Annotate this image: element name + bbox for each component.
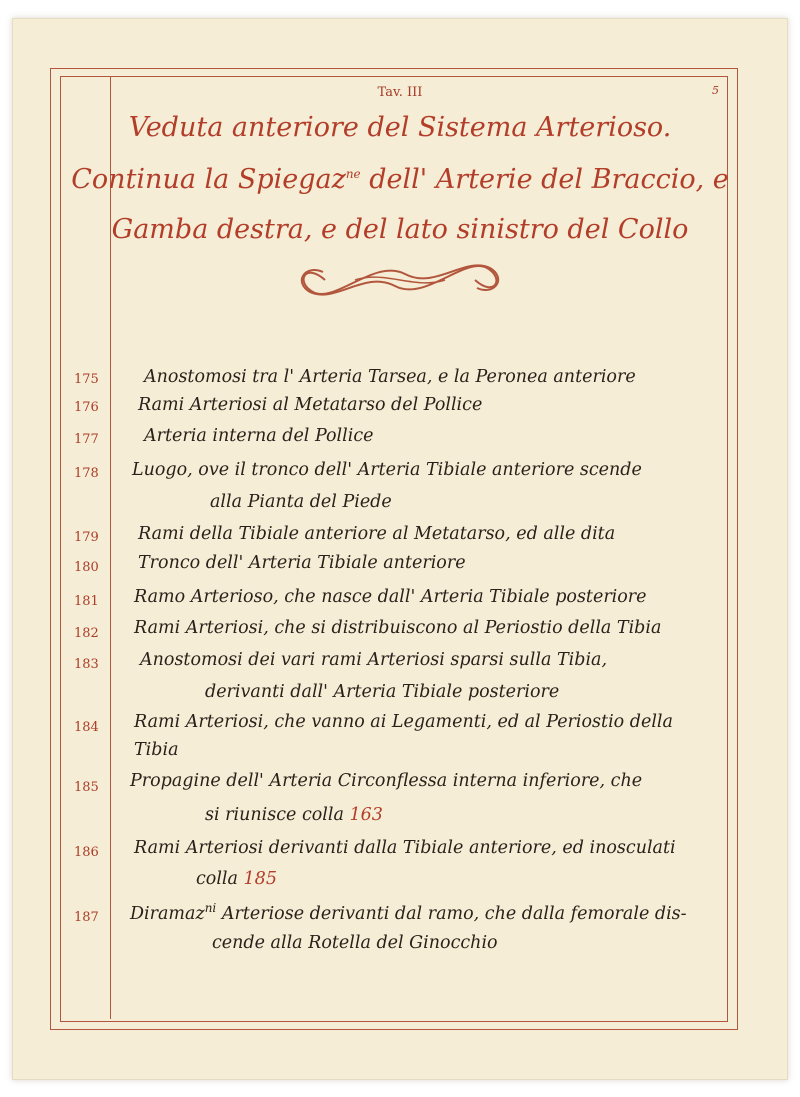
entry-text: Rami Arteriosi derivanti dalla Tibiale anteriore, ed inosculati — [134, 838, 676, 858]
entry-text-continued: Tibia — [134, 740, 179, 760]
title-line-1: Veduta anteriore del Sistema Arterioso. — [128, 112, 672, 143]
entry-text: Ramo Arterioso, che nasce dall' Arteria Tibiale posteriore — [134, 587, 647, 607]
entry-text: Propagine dell' Arteria Circonflessa interna inferiore, che — [130, 771, 643, 791]
entry-text: Diramaz$^{ni}$ Arteriose derivanti dal ramo, che dalla femorale dis- — [130, 901, 687, 924]
entry-text: Tronco dell' Arteria Tibiale anteriore — [138, 553, 466, 573]
entry-number: 183 — [74, 657, 99, 672]
entry-number: 175 — [74, 372, 99, 387]
entry-number: 186 — [74, 845, 99, 860]
entry-text-continued: si riunisce colla 163 — [205, 805, 383, 825]
entry-number: 181 — [74, 594, 99, 609]
entry-number: 179 — [74, 530, 99, 545]
entry-text: Rami Arteriosi, che si distribuiscono al Periostio della Tibia — [134, 618, 662, 638]
plate-label: Tav. III — [377, 85, 423, 100]
entry-text-continued: colla 185 — [196, 869, 277, 889]
entry-text: Anostomosi tra l' Arteria Tarsea, e la Peronea anteriore — [144, 367, 636, 387]
entry-text: Rami Arteriosi, che vanno ai Legamenti, ed al Periostio della — [134, 712, 673, 732]
page-number: 5 — [712, 84, 719, 97]
cross-reference: 163 — [349, 805, 383, 825]
entry-text: Arteria interna del Pollice — [144, 426, 374, 446]
entry-number: 177 — [74, 432, 99, 447]
entry-text: Luogo, ove il tronco dell' Arteria Tibiale anteriore scende — [132, 460, 642, 480]
entry-number: 185 — [74, 780, 99, 795]
entry-text: Rami della Tibiale anteriore al Metatarso, ed alle dita — [138, 524, 616, 544]
entry-number: 180 — [74, 560, 99, 575]
entry-number: 184 — [74, 720, 99, 735]
entry-number: 187 — [74, 910, 99, 925]
entry-text-continued: alla Pianta del Piede — [210, 492, 392, 512]
entry-text: Rami Arteriosi al Metatarso del Pollice — [138, 395, 483, 415]
entry-number: 182 — [74, 626, 99, 641]
entry-text-continued: derivanti dall' Arteria Tibiale posteriore — [205, 682, 560, 702]
entry-number: 178 — [74, 466, 99, 481]
entry-number: 176 — [74, 400, 99, 415]
entry-text: Anostomosi dei vari rami Arteriosi sparsi sulla Tibia, — [140, 650, 608, 670]
flourish-ornament — [295, 252, 505, 308]
title-line-3: Gamba destra, e del lato sinistro del Collo — [111, 214, 689, 245]
cross-reference: 185 — [243, 869, 277, 889]
entry-text-continued: cende alla Rotella del Ginocchio — [212, 933, 498, 953]
title-line-2: Continua la Spiegaz$^{ne}$ dell' Arterie del Braccio, e — [71, 164, 729, 195]
